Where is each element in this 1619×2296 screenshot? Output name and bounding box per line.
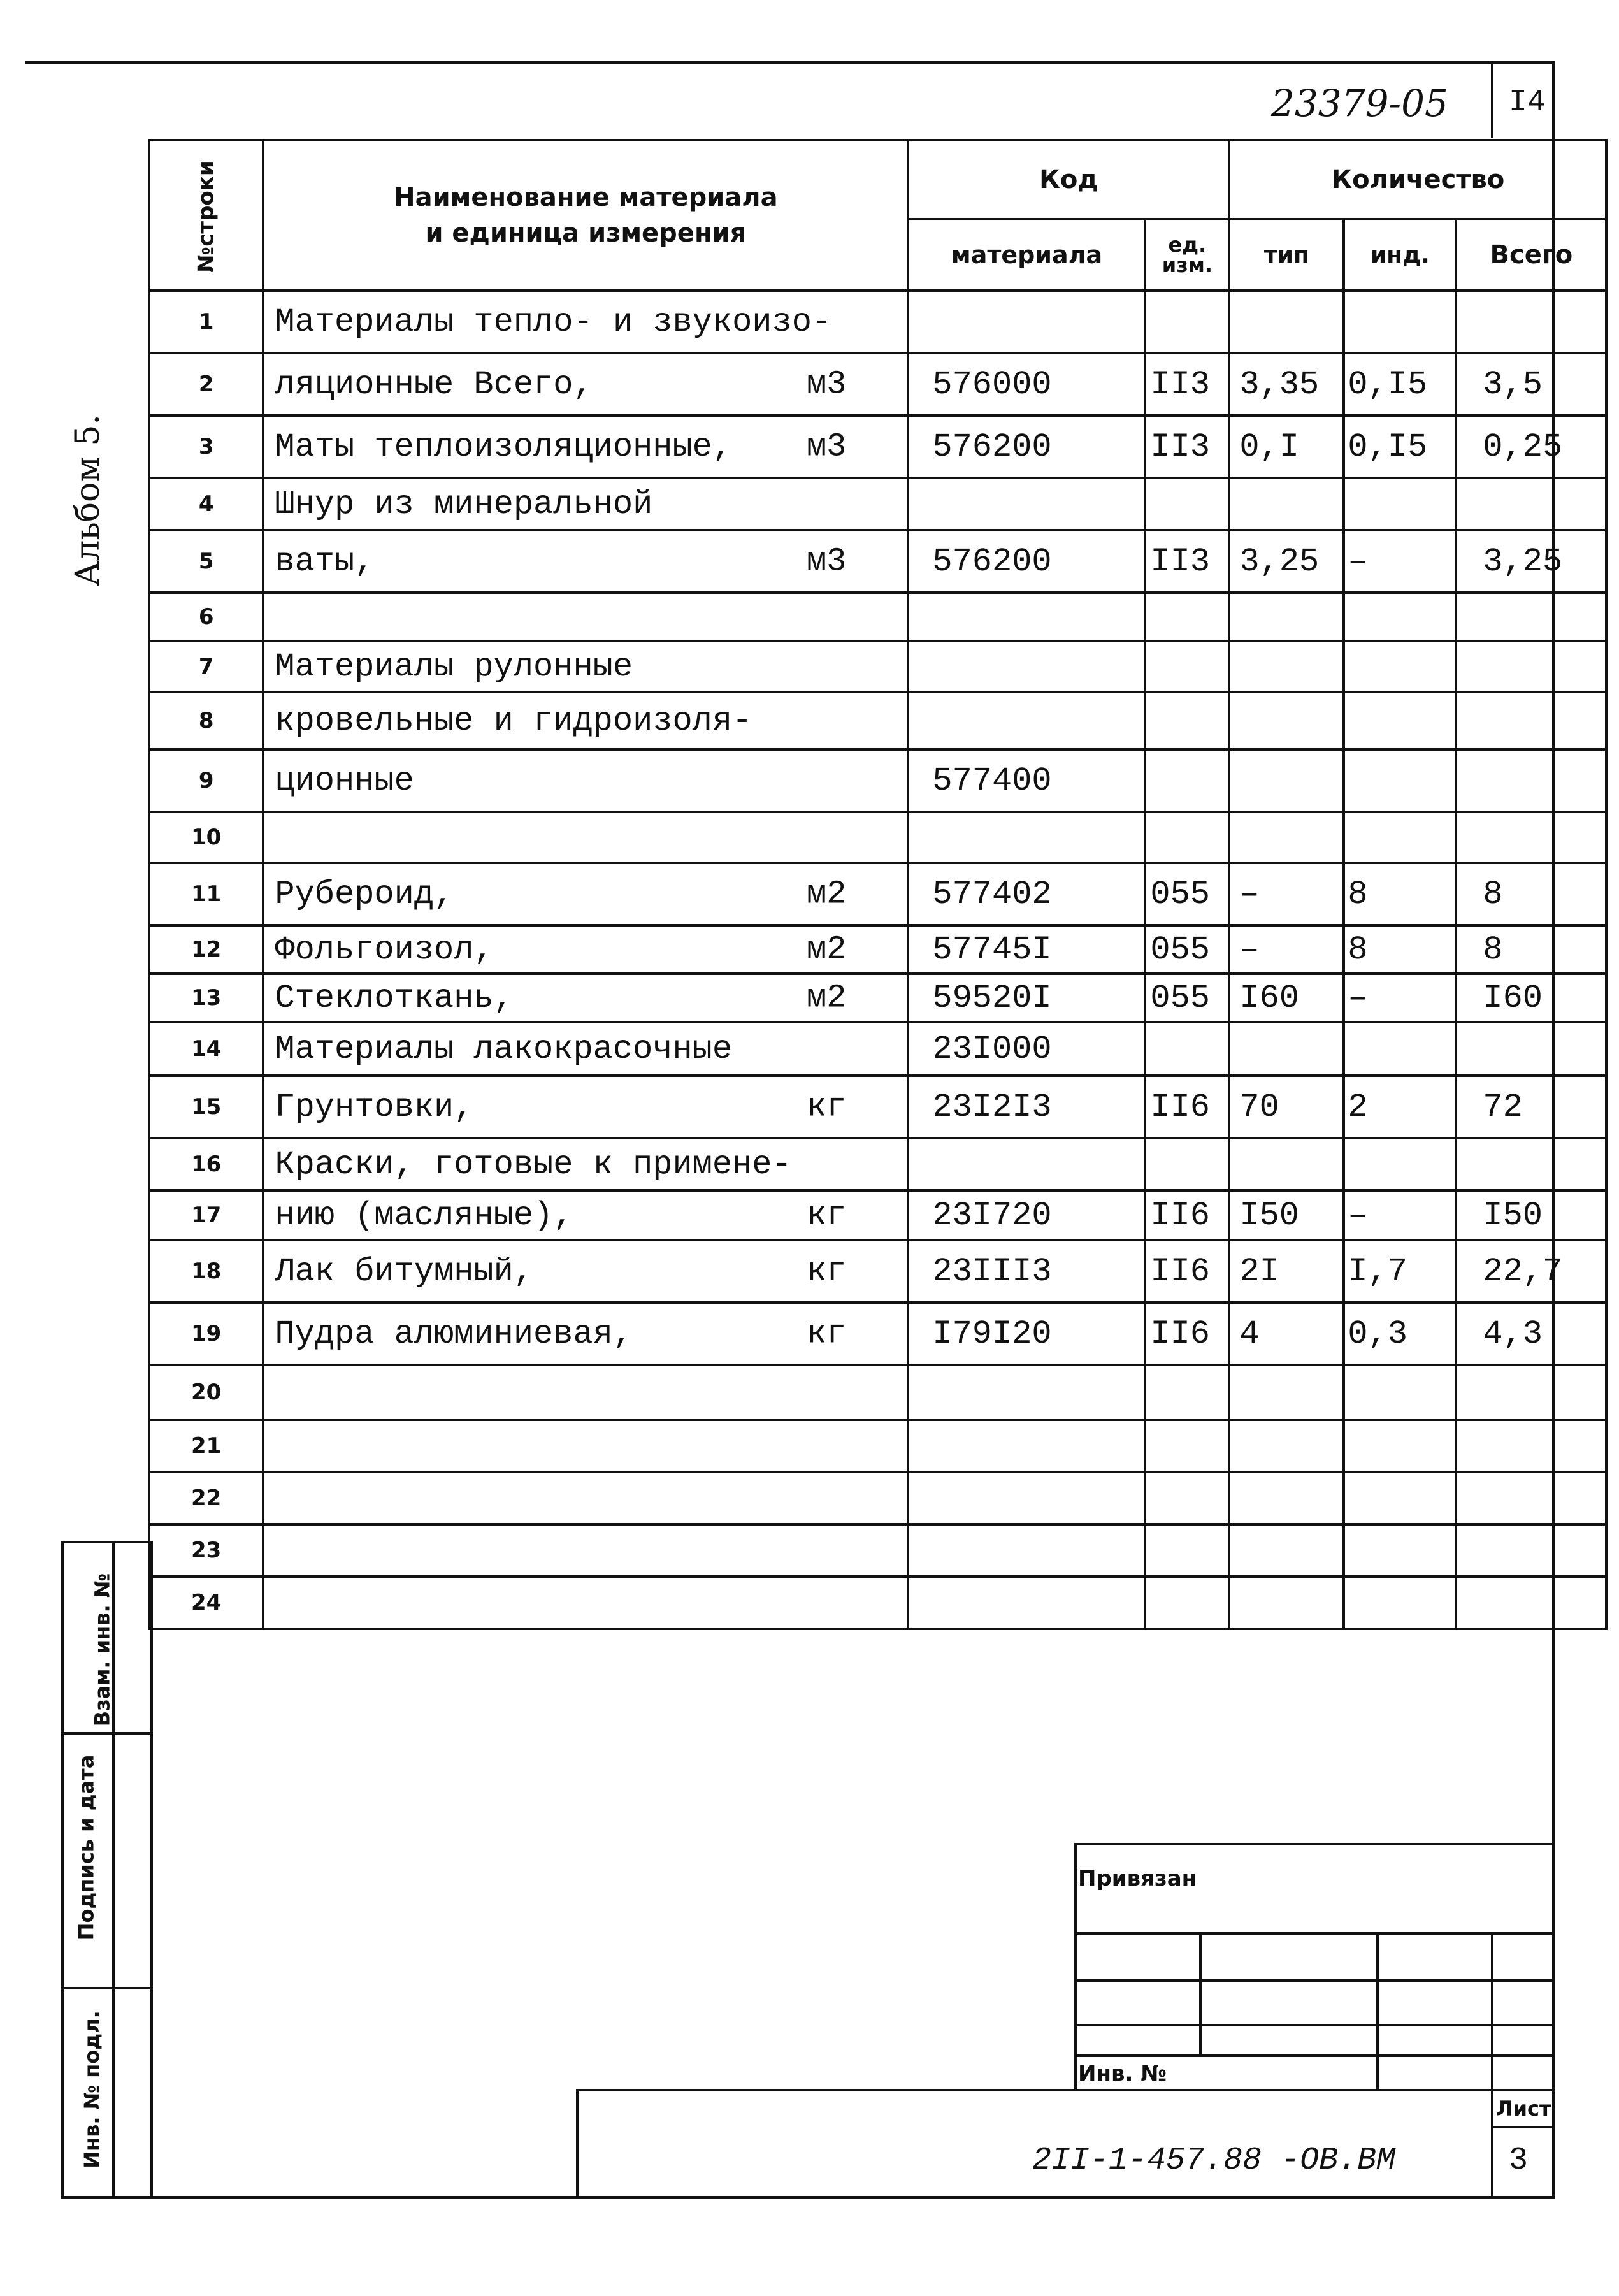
qty-ind-cell — [1344, 478, 1456, 530]
qty-total-cell — [1456, 641, 1606, 692]
row-number-cell: 1 — [149, 291, 263, 353]
material-name-cell — [263, 974, 908, 1022]
row-number-cell: 14 — [149, 1022, 263, 1076]
qty-type-cell — [1229, 291, 1344, 353]
material-code-cell — [908, 812, 1145, 863]
qty-type-cell — [1229, 749, 1344, 812]
table-row — [149, 641, 1606, 692]
table-row — [149, 1022, 1606, 1076]
unit-code-cell — [1145, 1420, 1229, 1472]
unit-code-cell — [1145, 1524, 1229, 1577]
material-code-cell: 576200 — [908, 415, 1145, 478]
qty-total-cell — [1456, 1472, 1606, 1524]
material-code-cell — [908, 291, 1145, 353]
qty-total-cell: I50 — [1456, 1190, 1606, 1240]
stamp-divider-3 — [61, 1987, 153, 1989]
material-name-cell — [263, 1303, 908, 1365]
table-row — [149, 1240, 1606, 1303]
material-name: Шнур из минеральной — [275, 485, 653, 523]
qty-type-cell — [1229, 593, 1344, 641]
material-unit: м2 — [806, 875, 847, 913]
table-row — [149, 692, 1606, 749]
qty-type-cell: 4 — [1229, 1303, 1344, 1365]
material-name-cell — [263, 1524, 908, 1577]
qty-type-cell: 0,I — [1229, 415, 1344, 478]
material-name: Грунтовки, — [275, 1088, 474, 1126]
row-number-cell: 22 — [149, 1472, 263, 1524]
material-code-cell — [908, 478, 1145, 530]
qty-total-cell — [1456, 749, 1606, 812]
unit-code-cell — [1145, 1577, 1229, 1629]
material-name: нию (масляные), — [275, 1196, 573, 1234]
tb-bottom-top — [576, 2089, 1555, 2091]
qty-ind-cell: – — [1344, 974, 1456, 1022]
qty-ind-cell — [1344, 1420, 1456, 1472]
table-row — [149, 749, 1606, 812]
qty-ind-cell: – — [1344, 530, 1456, 593]
material-name-cell — [263, 692, 908, 749]
table-row — [149, 1138, 1606, 1190]
qty-total-cell: 3,5 — [1456, 353, 1606, 415]
qty-ind-cell: 2 — [1344, 1076, 1456, 1138]
unit-code-cell — [1145, 1472, 1229, 1524]
material-unit: кг — [806, 1196, 847, 1234]
qty-ind-cell: – — [1344, 1190, 1456, 1240]
material-name: Фольгоизол, — [275, 930, 494, 969]
table-row — [149, 593, 1606, 641]
material-code-cell: 23III3 — [908, 1240, 1145, 1303]
unit-code-cell: 055 — [1145, 863, 1229, 925]
row-number-cell: 18 — [149, 1240, 263, 1303]
qty-total-cell — [1456, 1577, 1606, 1629]
material-name-cell — [263, 1472, 908, 1524]
material-name: Краски, готовые к примене- — [275, 1145, 792, 1183]
material-name: Материалы лакокрасочные — [275, 1030, 733, 1068]
material-code-cell — [908, 1472, 1145, 1524]
unit-code-cell — [1145, 812, 1229, 863]
material-unit: м3 — [806, 365, 847, 403]
material-name: Лак битумный, — [275, 1252, 534, 1290]
unit-code-cell: II6 — [1145, 1303, 1229, 1365]
material-name: Стеклоткань, — [275, 979, 514, 1017]
row-number-cell: 13 — [149, 974, 263, 1022]
table-row — [149, 530, 1606, 593]
unit-code-cell — [1145, 641, 1229, 692]
stamp-divider-2 — [61, 1732, 153, 1735]
row-number-cell: 11 — [149, 863, 263, 925]
qty-type-cell: I50 — [1229, 1190, 1344, 1240]
material-unit: кг — [806, 1088, 847, 1126]
qty-type-cell: I60 — [1229, 974, 1344, 1022]
materials-table — [148, 139, 1608, 1630]
table-row — [149, 863, 1606, 925]
unit-code-cell — [1145, 692, 1229, 749]
qty-total-cell: 4,3 — [1456, 1303, 1606, 1365]
qty-ind-cell — [1344, 692, 1456, 749]
header-qty-total: Всего — [1456, 219, 1606, 291]
row-number-cell: 6 — [149, 593, 263, 641]
unit-code-cell — [1145, 1365, 1229, 1420]
material-name-cell — [263, 641, 908, 692]
material-name: Пудра алюминиевая, — [275, 1315, 633, 1353]
material-unit: кг — [806, 1252, 847, 1290]
material-code-cell: 23I000 — [908, 1022, 1145, 1076]
unit-code-cell — [1145, 1138, 1229, 1190]
qty-total-cell — [1456, 1420, 1606, 1472]
header-qty-type: тип — [1229, 219, 1344, 291]
header-name — [263, 140, 908, 291]
qty-ind-cell: 0,3 — [1344, 1303, 1456, 1365]
material-name-cell — [263, 1076, 908, 1138]
tb-col-3 — [1491, 1932, 1493, 2197]
page-number-divider — [1491, 61, 1493, 138]
qty-ind-cell — [1344, 291, 1456, 353]
row-number-cell: 12 — [149, 925, 263, 974]
unit-code-cell: II3 — [1145, 353, 1229, 415]
material-code-cell — [908, 641, 1145, 692]
qty-total-cell: 3,25 — [1456, 530, 1606, 593]
qty-type-cell — [1229, 1524, 1344, 1577]
table-row — [149, 1472, 1606, 1524]
row-number-cell: 20 — [149, 1365, 263, 1420]
qty-total-cell: 0,25 — [1456, 415, 1606, 478]
stamp-divider-4 — [61, 2196, 1555, 2199]
qty-total-cell: 72 — [1456, 1076, 1606, 1138]
material-code-cell — [908, 1365, 1145, 1420]
material-unit: м3 — [806, 542, 847, 581]
tb-col-1 — [1199, 1932, 1202, 2056]
row-number-cell: 7 — [149, 641, 263, 692]
qty-type-cell — [1229, 1577, 1344, 1629]
stamp-vzam-inv: Взам. инв. № — [90, 1573, 115, 1727]
material-name-cell — [263, 1577, 908, 1629]
qty-type-cell: – — [1229, 925, 1344, 974]
row-number-cell: 16 — [149, 1138, 263, 1190]
unit-code-cell: II3 — [1145, 530, 1229, 593]
qty-ind-cell: 8 — [1344, 863, 1456, 925]
material-name: кровельные и гидроизоля- — [275, 702, 752, 740]
material-name-cell — [263, 1138, 908, 1190]
page-number: I4 — [1509, 85, 1546, 120]
qty-ind-cell — [1344, 1022, 1456, 1076]
unit-code-cell — [1145, 291, 1229, 353]
material-code-cell: 576200 — [908, 530, 1145, 593]
qty-total-cell — [1456, 692, 1606, 749]
qty-ind-cell: 0,I5 — [1344, 415, 1456, 478]
material-name-cell — [263, 415, 908, 478]
unit-code-cell: II3 — [1145, 415, 1229, 478]
material-unit: м2 — [806, 979, 847, 1017]
tb-row-3 — [1074, 2024, 1555, 2026]
row-number-cell: 19 — [149, 1303, 263, 1365]
material-code-cell: 577400 — [908, 749, 1145, 812]
row-number-cell: 2 — [149, 353, 263, 415]
table-row — [149, 974, 1606, 1022]
unit-code-cell: II6 — [1145, 1240, 1229, 1303]
row-number-cell: 10 — [149, 812, 263, 863]
table-row — [149, 1524, 1606, 1577]
qty-type-cell: 70 — [1229, 1076, 1344, 1138]
material-name-cell — [263, 1365, 908, 1420]
qty-total-cell — [1456, 291, 1606, 353]
qty-ind-cell — [1344, 749, 1456, 812]
stamp-inv-podl: Инв. № подл. — [79, 2011, 104, 2169]
stamp-outer-left — [61, 1541, 64, 2197]
row-number-cell: 8 — [149, 692, 263, 749]
tb-designation: 2II-1-457.88 -ОВ.ВМ — [1032, 2142, 1396, 2179]
qty-total-cell — [1456, 1022, 1606, 1076]
table-row — [149, 291, 1606, 353]
qty-type-cell — [1229, 1472, 1344, 1524]
qty-total-cell — [1456, 478, 1606, 530]
doc-number: 23379-05 — [1271, 82, 1448, 125]
material-name-cell — [263, 863, 908, 925]
header-qty-ind: инд. — [1344, 219, 1456, 291]
qty-total-cell — [1456, 1365, 1606, 1420]
qty-type-cell — [1229, 641, 1344, 692]
material-name-cell — [263, 530, 908, 593]
material-unit: м2 — [806, 930, 847, 969]
material-code-cell: I79I20 — [908, 1303, 1145, 1365]
qty-type-cell: 3,35 — [1229, 353, 1344, 415]
table-row — [149, 925, 1606, 974]
material-name-cell — [263, 291, 908, 353]
row-number-cell: 5 — [149, 530, 263, 593]
row-number-cell: 4 — [149, 478, 263, 530]
album-label-text: Альбом 5. — [69, 414, 107, 586]
qty-type-cell — [1229, 1022, 1344, 1076]
tb-bottom-left — [576, 2089, 579, 2197]
material-code-cell — [908, 1138, 1145, 1190]
material-code-cell: 23I720 — [908, 1190, 1145, 1240]
material-name: Материалы тепло- и звукоизо- — [275, 303, 832, 341]
material-code-cell: 576000 — [908, 353, 1145, 415]
qty-type-cell — [1229, 1138, 1344, 1190]
material-name: Маты теплоизоляционные, — [275, 428, 733, 466]
tb-list-divider — [1491, 2126, 1555, 2128]
tb-row-4 — [1074, 2054, 1555, 2057]
header-code-material: материала — [908, 219, 1145, 291]
material-name-cell — [263, 1190, 908, 1240]
material-name-cell — [263, 749, 908, 812]
qty-type-cell — [1229, 692, 1344, 749]
unit-code-cell: II6 — [1145, 1190, 1229, 1240]
material-name-cell — [263, 812, 908, 863]
qty-total-cell: 8 — [1456, 863, 1606, 925]
material-code-cell: 577402 — [908, 863, 1145, 925]
material-unit: м3 — [806, 428, 847, 466]
unit-code-cell — [1145, 478, 1229, 530]
material-name-cell — [263, 593, 908, 641]
material-name: Рубероид, — [275, 875, 454, 913]
qty-ind-cell — [1344, 1524, 1456, 1577]
stamp-divider-1 — [61, 1541, 150, 1543]
qty-type-cell — [1229, 812, 1344, 863]
table-row — [149, 478, 1606, 530]
material-code-cell: 59520I — [908, 974, 1145, 1022]
material-code-cell — [908, 1577, 1145, 1629]
material-unit: кг — [806, 1315, 847, 1353]
album-label — [56, 414, 133, 586]
material-code-cell: 23I2I3 — [908, 1076, 1145, 1138]
unit-code-cell — [1145, 749, 1229, 812]
material-name: ляционные Всего, — [275, 365, 593, 403]
material-code-cell: 57745I — [908, 925, 1145, 974]
qty-ind-cell — [1344, 1577, 1456, 1629]
qty-ind-cell — [1344, 1472, 1456, 1524]
material-code-cell — [908, 1420, 1145, 1472]
row-number-cell: 15 — [149, 1076, 263, 1138]
material-code-cell — [908, 593, 1145, 641]
qty-total-cell — [1456, 593, 1606, 641]
table-row — [149, 812, 1606, 863]
tb-sheet-number: 3 — [1509, 2142, 1529, 2179]
row-number-cell: 9 — [149, 749, 263, 812]
material-name: ционные — [275, 762, 414, 800]
qty-ind-cell — [1344, 641, 1456, 692]
tb-col-2 — [1376, 1932, 1379, 2091]
table-row — [149, 1365, 1606, 1420]
qty-type-cell: 3,25 — [1229, 530, 1344, 593]
qty-type-cell — [1229, 1365, 1344, 1420]
qty-type-cell — [1229, 478, 1344, 530]
row-number-cell: 3 — [149, 415, 263, 478]
tb-list-label: Лист — [1496, 2097, 1551, 2121]
table-row — [149, 1577, 1606, 1629]
table-row — [149, 1190, 1606, 1240]
material-name-cell — [263, 1240, 908, 1303]
unit-code-cell: II6 — [1145, 1076, 1229, 1138]
unit-code-cell — [1145, 1022, 1229, 1076]
qty-total-cell — [1456, 1524, 1606, 1577]
material-name: ваты, — [275, 542, 375, 581]
qty-type-cell — [1229, 1420, 1344, 1472]
row-number-cell: 24 — [149, 1577, 263, 1629]
material-code-cell — [908, 692, 1145, 749]
table-row — [149, 1303, 1606, 1365]
qty-type-cell: 2I — [1229, 1240, 1344, 1303]
tb-privyazan-top — [1074, 1843, 1555, 1845]
table-row — [149, 1076, 1606, 1138]
material-name-cell — [263, 1022, 908, 1076]
header-row-number: №строки — [149, 140, 263, 291]
qty-total-cell — [1456, 1138, 1606, 1190]
unit-code-cell: 055 — [1145, 974, 1229, 1022]
material-code-cell — [908, 1524, 1145, 1577]
qty-total-cell: 22,7 — [1456, 1240, 1606, 1303]
tb-row-2 — [1074, 1979, 1555, 1982]
material-name: Материалы рулонные — [275, 647, 633, 686]
qty-type-cell: – — [1229, 863, 1344, 925]
stamp-podpis-data: Подпись и дата — [74, 1754, 99, 1940]
material-name-cell — [263, 478, 908, 530]
header-quantity: Количество — [1229, 140, 1606, 219]
tb-row-1 — [1074, 1932, 1555, 1935]
qty-total-cell: I60 — [1456, 974, 1606, 1022]
material-name-cell — [263, 353, 908, 415]
material-name-cell — [263, 1420, 908, 1472]
table-row — [149, 353, 1606, 415]
tb-privyazan-label: Привязан — [1078, 1866, 1197, 1891]
row-number-cell: 23 — [149, 1524, 263, 1577]
stamp-right-line — [150, 1541, 153, 2197]
qty-ind-cell — [1344, 1365, 1456, 1420]
qty-ind-cell — [1344, 812, 1456, 863]
tb-inv-no-label: Инв. № — [1078, 2061, 1167, 2086]
qty-ind-cell: 8 — [1344, 925, 1456, 974]
qty-ind-cell — [1344, 1138, 1456, 1190]
qty-total-cell — [1456, 812, 1606, 863]
header-name-line2: и единица измерения — [425, 219, 747, 248]
table-row — [149, 1420, 1606, 1472]
qty-ind-cell — [1344, 593, 1456, 641]
qty-ind-cell: I,7 — [1344, 1240, 1456, 1303]
row-number-cell: 21 — [149, 1420, 263, 1472]
top-border-line — [25, 61, 1555, 64]
row-number-cell: 17 — [149, 1190, 263, 1240]
material-name-cell — [263, 925, 908, 974]
qty-ind-cell: 0,I5 — [1344, 353, 1456, 415]
header-code-unit: ед. изм. — [1145, 219, 1229, 291]
unit-code-cell — [1145, 593, 1229, 641]
header-name-line1: Наименование материала — [394, 183, 778, 212]
header-code: Код — [908, 140, 1229, 219]
qty-total-cell: 8 — [1456, 925, 1606, 974]
table-row — [149, 415, 1606, 478]
unit-code-cell: 055 — [1145, 925, 1229, 974]
